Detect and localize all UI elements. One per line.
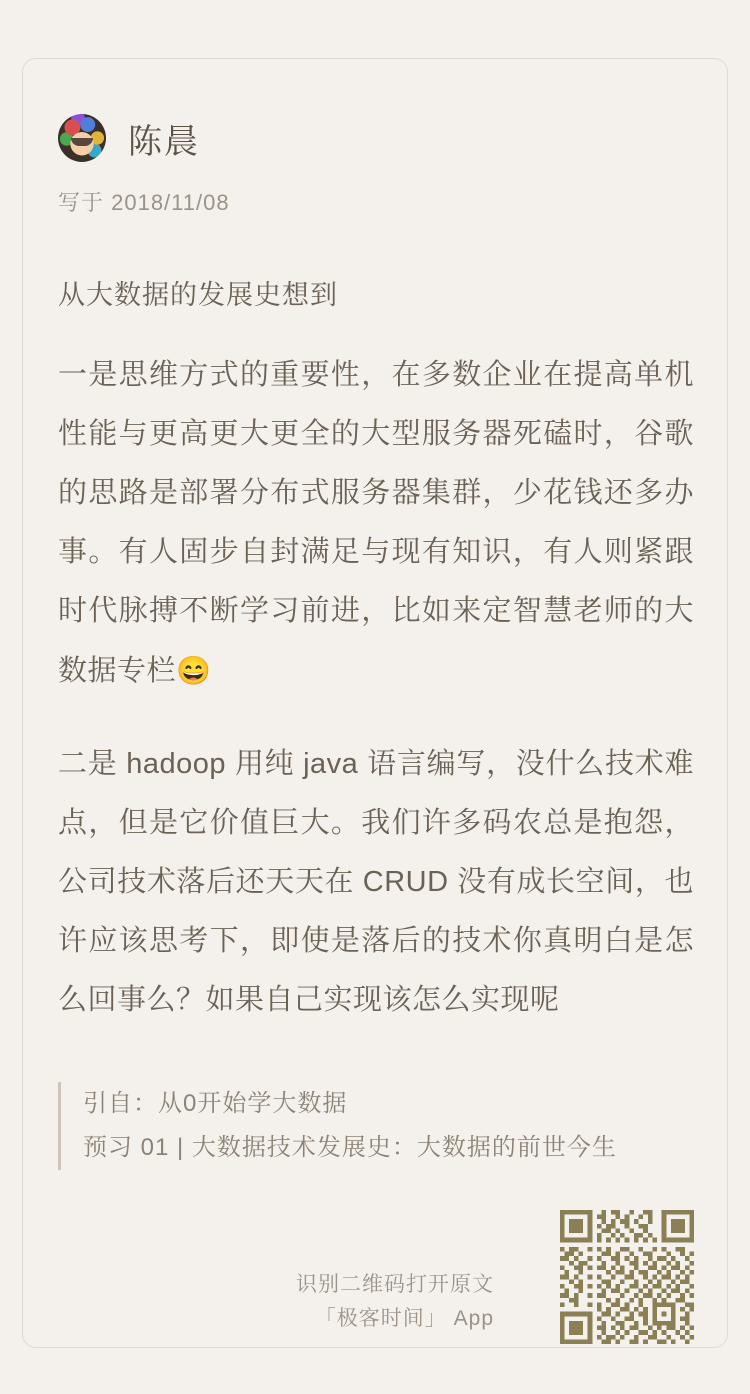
qr-code-icon[interactable] — [560, 1210, 694, 1344]
quote-lesson: 预习 01 | 大数据技术发展史：大数据的前世今生 — [83, 1134, 617, 1161]
written-date: 写于 2018/11/08 — [58, 190, 230, 215]
author-row — [58, 110, 694, 166]
qr-caption-line-2: 「极客时间」 App — [314, 1307, 494, 1330]
paragraph-2: 二是 hadoop 用纯 java 语言编写，没什么技术难点，但是它价值巨大。我们许多码农总是抱怨，公司技术落后还天天在 CRUD 没有成长空间，也许应该思考下，即使是落后的技术你真明白是怎么回事么？如果自己实现该怎么实现呢 — [58, 748, 694, 1016]
author-name: 陈晨 — [128, 122, 200, 161]
qr-caption — [296, 1268, 494, 1336]
paragraph-1 — [58, 346, 694, 701]
paragraph-1-text: 一是思维方式的重要性，在多数企业在提高单机性能与更高更大更全的大型服务器死磕时，谷歌的思路是部署分布式服务器集群，少花钱还多办事。有人固步自封满足与现有知识，有人则紧跟时代脉搏不断学习前进，比如来定智慧老师的大数据专栏 — [58, 359, 694, 687]
quote-source: 引自：从0开始学大数据 — [83, 1090, 348, 1117]
smile-emoji-icon: 😄 — [176, 655, 212, 686]
card-content — [58, 110, 694, 1170]
quote-block — [58, 1082, 694, 1170]
avatar — [58, 114, 106, 162]
qr-caption-line-1: 识别二维码打开原文 — [296, 1273, 494, 1296]
qr-area — [58, 1190, 694, 1330]
article-title: 从大数据的发展史想到 — [58, 280, 338, 310]
